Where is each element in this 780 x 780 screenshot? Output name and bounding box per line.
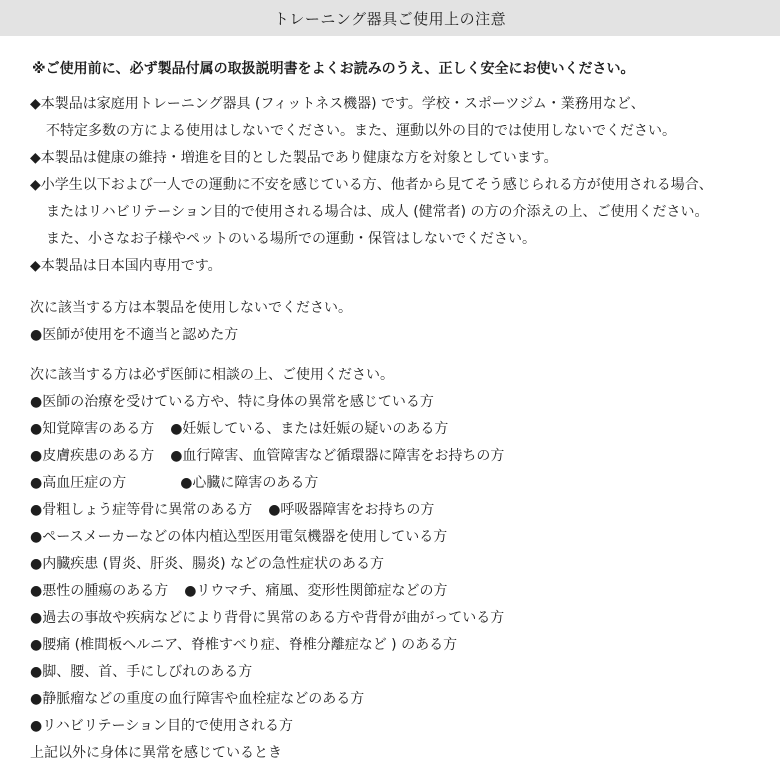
list-item-text: ●呼吸器障害をお持ちの方 [268, 502, 435, 518]
list-item-text: ●骨粗しょう症等骨に異常のある方 [30, 502, 253, 518]
notice-line: ◆小学生以下および一人での運動に不安を感じている方、他者から見てそう感じられる方が使用される場合、 [30, 177, 713, 193]
notice-line: ◆本製品は日本国内専用です。 [30, 258, 222, 274]
list-item [30, 632, 770, 659]
consult-footer: 上記以外に身体に異常を感じているとき [30, 745, 282, 761]
consult-section [30, 362, 770, 767]
prohibited-heading: 次に該当する方は本製品を使用しないでください。 [30, 300, 352, 316]
list-item-text: ●医師の治療を受けている方や、特に身体の異常を感じている方 [30, 394, 434, 410]
list-item-text: ●高血圧症の方 [30, 475, 127, 491]
notice-line: また、小さなお子様やペットのいる場所での運動・保管はしないでください。 [46, 231, 536, 247]
list-item [30, 659, 770, 686]
list-item-text: ●悪性の腫瘍のある方 [30, 583, 169, 599]
list-item [30, 524, 770, 551]
list-item [30, 578, 770, 605]
notice-line: 不特定多数の方による使用はしないでください。また、運動以外の目的では使用しないでください。 [46, 123, 676, 139]
list-item [30, 497, 770, 524]
list-item [30, 605, 770, 632]
list-item [30, 389, 770, 416]
list-item [30, 551, 770, 578]
list-item-text: ●リウマチ、痛風、変形性関節症などの方 [184, 583, 448, 599]
header-bar [0, 0, 780, 36]
intro-warning: ※ご使用前に、必ず製品付属の取扱説明書をよくお読みのうえ、正しく安全にお使いください。 [32, 61, 635, 77]
notice-line: ◆本製品は健康の維持・増進を目的とした製品であり健康な方を対象としています。 [30, 150, 558, 166]
prohibited-section [30, 295, 770, 349]
list-item-text: ●内臓疾患 (胃炎、肝炎、腸炎) などの急性症状のある方 [30, 556, 385, 572]
list-item [30, 713, 770, 740]
list-item [30, 443, 770, 470]
notice-list [30, 91, 770, 280]
list-item-text: ●腰痛 (椎間板ヘルニア、脊椎すべり症、脊椎分離症など ) のある方 [30, 637, 458, 653]
list-item-text: ●血行障害、血管障害など循環器に障害をお持ちの方 [170, 448, 505, 464]
list-item [30, 470, 770, 497]
list-item-text: ●心臓に障害のある方 [180, 475, 319, 491]
list-item-text: ●脚、腰、首、手にしびれのある方 [30, 664, 253, 680]
list-item-text: ●ペースメーカーなどの体内植込型医用電気機器を使用している方 [30, 529, 448, 545]
list-item-text: ●妊娠している、または妊娠の疑いのある方 [170, 421, 449, 437]
list-item [30, 416, 770, 443]
list-item-text: ●皮膚疾患のある方 [30, 448, 155, 464]
list-item-text: ●過去の事故や疾病などにより背骨に異常のある方や背骨が曲がっている方 [30, 610, 505, 626]
list-item [30, 686, 770, 713]
page-title: トレーニング器具ご使用上の注意 [273, 9, 507, 28]
list-item-text: ●知覚障害のある方 [30, 421, 155, 437]
notice-line: ◆本製品は家庭用トレーニング器具 (フィットネス機器) です。学校・スポーツジム・業務用など、 [30, 96, 645, 112]
notice-line: またはリハビリテーション目的で使用される場合は、成人 (健常者) の方の介添えの上、ご使用ください。 [46, 204, 709, 220]
list-item-text: ●静脈瘤などの重度の血行障害や血栓症などのある方 [30, 691, 365, 707]
list-item-text: ●リハビリテーション目的で使用される方 [30, 718, 293, 734]
list-item: ●医師が使用を不適当と認めた方 [30, 327, 239, 343]
consult-heading: 次に該当する方は必ず医師に相談の上、ご使用ください。 [30, 367, 394, 383]
